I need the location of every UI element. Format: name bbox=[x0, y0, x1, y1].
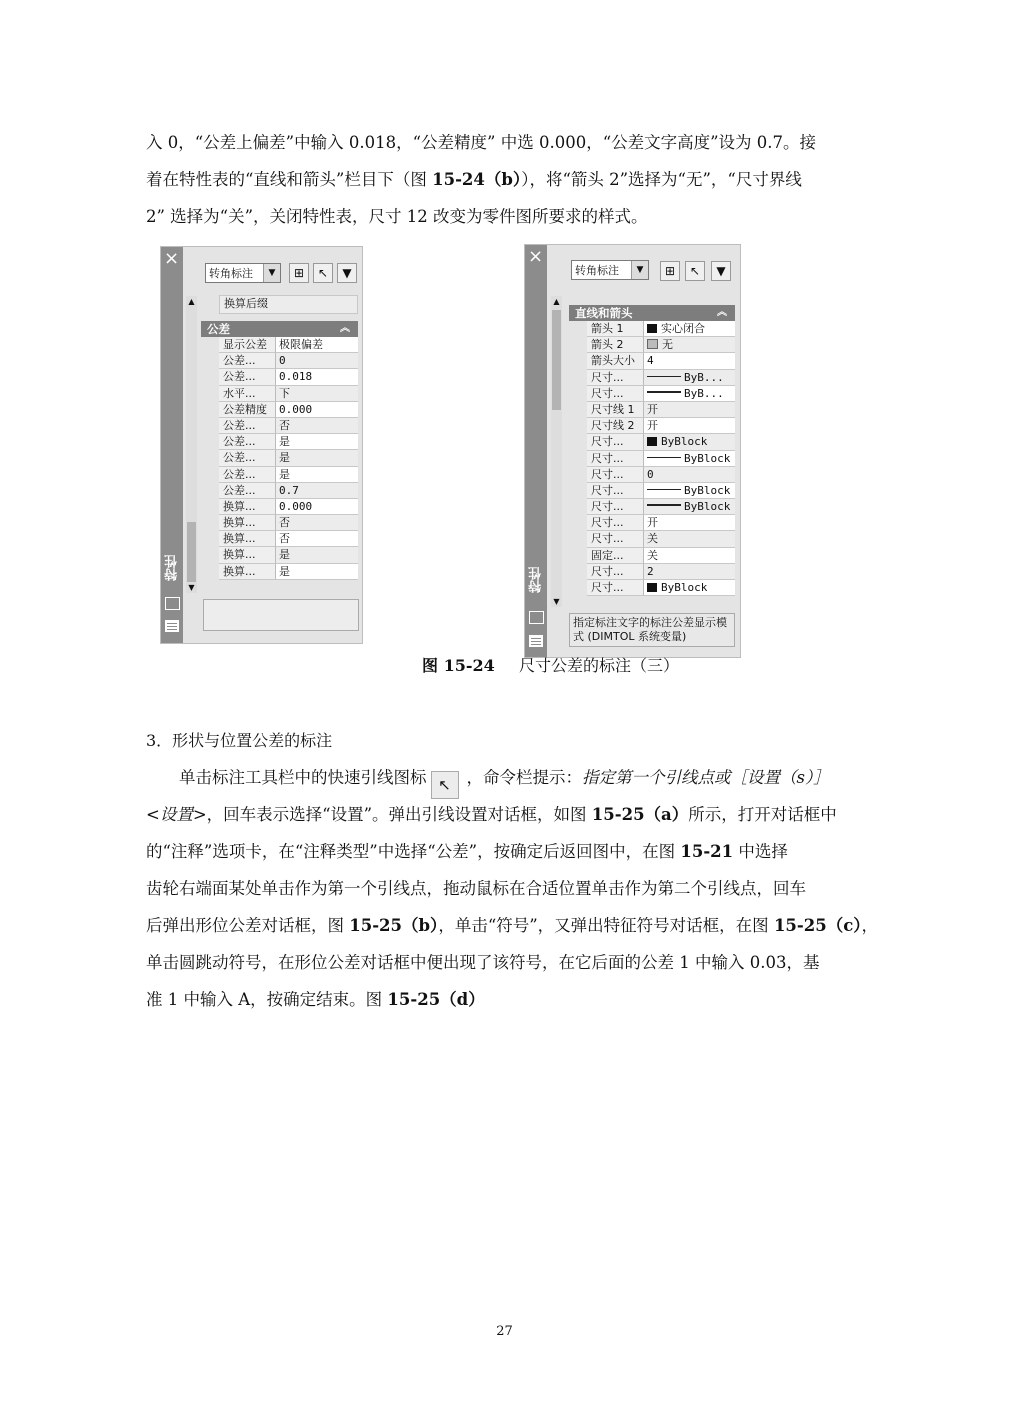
property-value[interactable] bbox=[276, 467, 358, 483]
text-line bbox=[146, 833, 866, 870]
property-row[interactable] bbox=[219, 467, 358, 483]
body-paragraph bbox=[146, 759, 879, 1018]
scroll-down-icon[interactable]: ▼ bbox=[553, 597, 560, 606]
text-span: 中选择 bbox=[733, 842, 788, 861]
property-row[interactable] bbox=[219, 402, 358, 418]
text-line: 单击圆跳动符号，在形位公差对话框中便出现了该符号，在它后面的公差 1 中输入 0.03，基 bbox=[146, 953, 820, 972]
property-rows bbox=[219, 337, 358, 580]
property-name: 尺寸... bbox=[587, 386, 644, 402]
property-row[interactable] bbox=[587, 402, 735, 418]
properties-panel-b bbox=[524, 244, 741, 658]
property-row[interactable] bbox=[219, 434, 358, 450]
property-value-text: 0.018 bbox=[279, 370, 313, 384]
property-value-text: 4 bbox=[647, 354, 654, 368]
property-value-text: 关 bbox=[647, 548, 658, 562]
select-objects-button[interactable]: ↖ bbox=[313, 263, 333, 283]
property-value[interactable] bbox=[276, 337, 358, 353]
panel-title: 特性 bbox=[165, 555, 180, 581]
property-grid bbox=[201, 295, 358, 314]
property-row[interactable] bbox=[587, 548, 735, 564]
property-name: 公差... bbox=[219, 418, 276, 434]
property-value[interactable] bbox=[276, 369, 358, 385]
property-name: 尺寸... bbox=[587, 564, 644, 580]
property-name: 换算... bbox=[219, 564, 276, 580]
property-row[interactable] bbox=[219, 386, 358, 402]
property-value-text: ByB... bbox=[684, 370, 724, 384]
property-rows bbox=[587, 321, 735, 596]
quick-leader-icon: ↖ bbox=[431, 771, 459, 799]
group-title: 直线和箭头 bbox=[575, 306, 633, 320]
property-value[interactable] bbox=[276, 515, 358, 531]
text-line bbox=[146, 759, 866, 796]
property-value[interactable] bbox=[644, 370, 735, 386]
property-row[interactable] bbox=[587, 483, 735, 499]
settings-icon[interactable] bbox=[165, 597, 180, 610]
text-line: 齿轮右端面某处单击作为第一个引线点，拖动鼠标在合适位置单击作为第二个引线点，回车 bbox=[146, 879, 806, 898]
property-name: 公差... bbox=[219, 450, 276, 466]
text-span: 所示，打开对话框中 bbox=[688, 805, 837, 824]
property-name: 箭头 1 bbox=[587, 321, 644, 337]
text-span: 的“注释”选项卡，在“注释类型”中选择“公差”，按确定后返回图中，在图 bbox=[146, 842, 681, 861]
text-line: 2” 选择为“关”，关闭特性表，尺寸 12 改变为零件图所要求的样式。 bbox=[146, 207, 648, 226]
property-row[interactable] bbox=[587, 434, 735, 450]
text-span: 准 1 中输入 A，按确定结束。图 bbox=[146, 990, 388, 1009]
property-row[interactable] bbox=[587, 531, 735, 547]
property-name: 尺寸线 2 bbox=[587, 418, 644, 434]
property-row[interactable] bbox=[219, 564, 358, 580]
property-value-text: 无 bbox=[662, 338, 673, 352]
property-value-text: 否 bbox=[279, 516, 290, 530]
command-prompt: <设置> bbox=[146, 805, 207, 824]
property-row[interactable] bbox=[219, 418, 358, 434]
figure-number: 图 15-24 bbox=[422, 656, 495, 675]
property-value-text: 否 bbox=[279, 418, 290, 432]
properties-panel-a bbox=[160, 246, 363, 644]
property-name: 水平... bbox=[219, 386, 276, 402]
text-line bbox=[146, 907, 879, 944]
property-value[interactable] bbox=[644, 564, 735, 580]
property-value-text: 开 bbox=[647, 402, 658, 416]
property-row[interactable] bbox=[587, 337, 735, 353]
toggle-pickadd-button[interactable]: ⊞ bbox=[289, 263, 309, 283]
lineweight-preview-icon bbox=[647, 391, 681, 393]
property-value-text: ByBlock bbox=[684, 483, 731, 497]
property-value[interactable] bbox=[644, 499, 735, 515]
scroll-down-icon[interactable]: ▼ bbox=[188, 583, 195, 592]
property-name: 公差... bbox=[219, 434, 276, 450]
property-row[interactable] bbox=[219, 483, 358, 499]
section-heading: 3．形状与位置公差的标注 bbox=[146, 731, 333, 750]
arrowhead-swatch-icon bbox=[647, 583, 657, 592]
property-row[interactable] bbox=[219, 499, 358, 515]
property-value[interactable] bbox=[276, 547, 358, 563]
none-swatch-icon bbox=[647, 339, 658, 349]
page-number: 27 bbox=[496, 1324, 513, 1339]
property-name: 换算... bbox=[219, 515, 276, 531]
collapse-icon[interactable]: ︽ bbox=[340, 323, 350, 334]
linetype-preview-icon bbox=[647, 457, 681, 458]
property-value-text: ByB... bbox=[684, 386, 724, 400]
property-row[interactable] bbox=[587, 467, 735, 483]
text-span: ，单击“符号”，又弹出特征符号对话框，在图 bbox=[438, 916, 774, 935]
chevron-down-icon: ▼ bbox=[263, 264, 280, 282]
panel-title: 特性 bbox=[529, 567, 544, 593]
command-prompt: 指定第一个引线点或［设置（s）］ bbox=[582, 768, 830, 787]
top-paragraph bbox=[146, 124, 866, 235]
property-row[interactable] bbox=[587, 564, 735, 580]
property-row[interactable] bbox=[219, 369, 358, 385]
text-span: 着在特性表的“直线和箭头”栏目下（图 bbox=[146, 170, 433, 189]
property-value[interactable] bbox=[644, 483, 735, 499]
property-name: 换算... bbox=[219, 531, 276, 547]
dropdown-value: 转角标注 bbox=[575, 264, 619, 277]
scroll-thumb[interactable] bbox=[552, 310, 561, 410]
settings-icon[interactable] bbox=[529, 611, 544, 624]
property-value-text: 0.000 bbox=[279, 499, 313, 513]
property-value[interactable] bbox=[276, 450, 358, 466]
figure-reference: 15-25（a） bbox=[591, 805, 689, 824]
property-value[interactable] bbox=[644, 402, 735, 418]
property-row[interactable] bbox=[219, 547, 358, 563]
property-value[interactable] bbox=[644, 337, 735, 353]
property-value-text: 否 bbox=[279, 532, 290, 546]
property-name: 尺寸... bbox=[587, 499, 644, 515]
property-value-text: 0.7 bbox=[279, 483, 299, 497]
property-value[interactable] bbox=[644, 418, 735, 434]
property-value-text: 0 bbox=[647, 467, 654, 481]
properties-icon[interactable] bbox=[529, 635, 543, 647]
toggle-pickadd-button[interactable]: ⊞ bbox=[660, 261, 680, 281]
property-name: 尺寸线 1 bbox=[587, 402, 644, 418]
property-name: 尺寸... bbox=[587, 451, 644, 467]
figure-reference: 15-25（b） bbox=[349, 916, 439, 935]
select-objects-button[interactable]: ↖ bbox=[685, 261, 705, 281]
property-value-text: 是 bbox=[279, 548, 290, 562]
property-value-text: ByBlock bbox=[661, 581, 708, 594]
property-value-text: 是 bbox=[279, 435, 290, 449]
figure-caption bbox=[422, 653, 679, 676]
property-value-text: 实心闭合 bbox=[661, 322, 705, 335]
property-name: 公差... bbox=[219, 467, 276, 483]
property-value[interactable] bbox=[644, 434, 735, 450]
property-value-text: 0.000 bbox=[279, 402, 313, 416]
property-value[interactable] bbox=[644, 580, 735, 596]
property-row[interactable] bbox=[587, 386, 735, 402]
property-value[interactable] bbox=[276, 418, 358, 434]
property-value[interactable] bbox=[644, 467, 735, 483]
text-line bbox=[146, 796, 866, 833]
close-icon[interactable]: × bbox=[528, 246, 544, 267]
linetype-preview-icon bbox=[647, 376, 681, 377]
property-row[interactable] bbox=[587, 580, 735, 596]
property-name: 公差... bbox=[219, 353, 276, 369]
text-span: ，命令栏提示： bbox=[466, 768, 582, 787]
arrowhead-swatch-icon bbox=[647, 437, 657, 446]
group-title: 公差 bbox=[207, 322, 230, 336]
panel-sidebar bbox=[161, 247, 183, 643]
property-row[interactable] bbox=[219, 337, 358, 353]
property-value[interactable] bbox=[644, 515, 735, 531]
figure-reference: 15-24（b） bbox=[432, 170, 522, 189]
text-span: 后弹出形位公差对话框，图 bbox=[146, 916, 350, 935]
panel-scrollbar[interactable] bbox=[551, 296, 562, 607]
property-name: 换算... bbox=[219, 499, 276, 515]
property-value-text: 是 bbox=[279, 467, 290, 481]
property-value-text: 关 bbox=[647, 532, 658, 546]
property-row[interactable] bbox=[587, 418, 735, 434]
property-row[interactable] bbox=[587, 499, 735, 515]
property-name: 公差精度 bbox=[219, 402, 276, 418]
property-value[interactable] bbox=[276, 402, 358, 418]
property-value[interactable] bbox=[276, 434, 358, 450]
property-row[interactable] bbox=[219, 515, 358, 531]
property-name: 尺寸... bbox=[587, 580, 644, 596]
property-name: 固定... bbox=[587, 548, 644, 564]
property-value-text: 是 bbox=[279, 564, 290, 578]
scroll-up-icon[interactable]: ▲ bbox=[188, 297, 195, 306]
property-value-text: 开 bbox=[647, 419, 658, 433]
property-name: 箭头大小 bbox=[587, 353, 644, 369]
property-name: 尺寸... bbox=[587, 531, 644, 547]
dropdown-value: 转角标注 bbox=[209, 267, 253, 280]
close-icon[interactable]: × bbox=[164, 248, 180, 269]
figure-reference: 15-25（c） bbox=[773, 916, 862, 935]
property-value[interactable] bbox=[644, 353, 735, 369]
text-line: 入 0，“公差上偏差”中输入 0.018，“公差精度” 中选 0.000，“公差文字高度”设为 0.7。接 bbox=[146, 133, 817, 152]
figure-reference: 15-21 bbox=[680, 842, 734, 861]
figure-reference: 15-25（d） bbox=[387, 990, 485, 1009]
property-value[interactable] bbox=[644, 386, 735, 402]
property-row[interactable] bbox=[219, 531, 358, 547]
property-value[interactable] bbox=[276, 483, 358, 499]
panel-sidebar bbox=[525, 245, 547, 657]
property-value-text: 极限偏差 bbox=[279, 338, 323, 351]
property-value-text: ByBlock bbox=[684, 451, 731, 465]
property-value-text: 0 bbox=[279, 354, 286, 368]
tolerance-group bbox=[201, 321, 358, 580]
text-span: 单击标注工具栏中的快速引线图标 bbox=[179, 768, 427, 787]
property-value[interactable] bbox=[644, 548, 735, 564]
group-header[interactable] bbox=[201, 321, 358, 337]
property-value[interactable] bbox=[276, 386, 358, 402]
property-name: 尺寸... bbox=[587, 467, 644, 483]
collapse-icon[interactable]: ︽ bbox=[717, 307, 727, 318]
property-name: 箭头 2 bbox=[587, 337, 644, 353]
text-line bbox=[146, 981, 866, 1018]
property-value[interactable] bbox=[276, 499, 358, 515]
property-value[interactable] bbox=[276, 564, 358, 580]
property-row[interactable] bbox=[587, 353, 735, 369]
description-box: 指定标注文字的标注公差显示模式 (DIMTOL 系统变量) bbox=[569, 613, 735, 647]
properties-icon[interactable] bbox=[165, 620, 179, 632]
description-box bbox=[203, 599, 359, 631]
property-value[interactable] bbox=[644, 321, 735, 337]
property-value-text: 下 bbox=[279, 386, 290, 400]
text-span: ， bbox=[861, 916, 879, 935]
property-row[interactable] bbox=[587, 451, 735, 467]
quick-select-button[interactable]: ▼ bbox=[711, 261, 731, 281]
figure-title: 尺寸公差的标注（三） bbox=[518, 656, 679, 675]
linetype-preview-icon bbox=[647, 489, 681, 490]
object-type-dropdown[interactable] bbox=[205, 263, 281, 283]
scroll-up-icon[interactable]: ▲ bbox=[553, 297, 560, 306]
property-name: 显示公差 bbox=[219, 337, 276, 353]
lineweight-preview-icon bbox=[647, 504, 681, 506]
chevron-down-icon: ▼ bbox=[631, 261, 648, 279]
lines-arrows-group bbox=[569, 305, 735, 596]
arrowhead-swatch-icon bbox=[647, 324, 657, 333]
panel-scrollbar[interactable] bbox=[186, 296, 197, 593]
text-span: ，回车表示选择“设置”。弹出引线设置对话框，如图 bbox=[206, 805, 592, 824]
property-value[interactable] bbox=[644, 451, 735, 467]
text-line bbox=[146, 161, 866, 198]
property-value-text: 是 bbox=[279, 451, 290, 465]
property-value-text: ByBlock bbox=[684, 500, 731, 514]
property-row[interactable] bbox=[587, 370, 735, 386]
scroll-thumb[interactable] bbox=[187, 522, 196, 582]
property-row[interactable] bbox=[587, 515, 735, 531]
property-name: 公差... bbox=[219, 369, 276, 385]
property-value-text: 开 bbox=[647, 516, 658, 530]
property-value-text: 2 bbox=[647, 564, 654, 578]
group-header[interactable] bbox=[569, 305, 735, 321]
property-value-text: ByBlock bbox=[661, 435, 708, 449]
property-row[interactable]: 换算后缀 bbox=[219, 295, 358, 314]
property-row[interactable] bbox=[219, 450, 358, 466]
property-name: 尺寸... bbox=[587, 370, 644, 386]
text-span: ），将“箭头 2”选择为“无”，“尺寸界线 bbox=[521, 170, 802, 189]
property-value[interactable] bbox=[276, 531, 358, 547]
property-name: 尺寸... bbox=[587, 483, 644, 499]
quick-select-button[interactable]: ▼ bbox=[337, 263, 357, 283]
property-row[interactable] bbox=[587, 321, 735, 337]
property-value[interactable] bbox=[644, 531, 735, 547]
property-value[interactable] bbox=[276, 353, 358, 369]
property-name: 尺寸... bbox=[587, 434, 644, 450]
property-row[interactable] bbox=[219, 353, 358, 369]
property-name: 换算... bbox=[219, 547, 276, 563]
object-type-dropdown[interactable] bbox=[571, 260, 649, 280]
property-name: 公差... bbox=[219, 483, 276, 499]
property-name: 尺寸... bbox=[587, 515, 644, 531]
